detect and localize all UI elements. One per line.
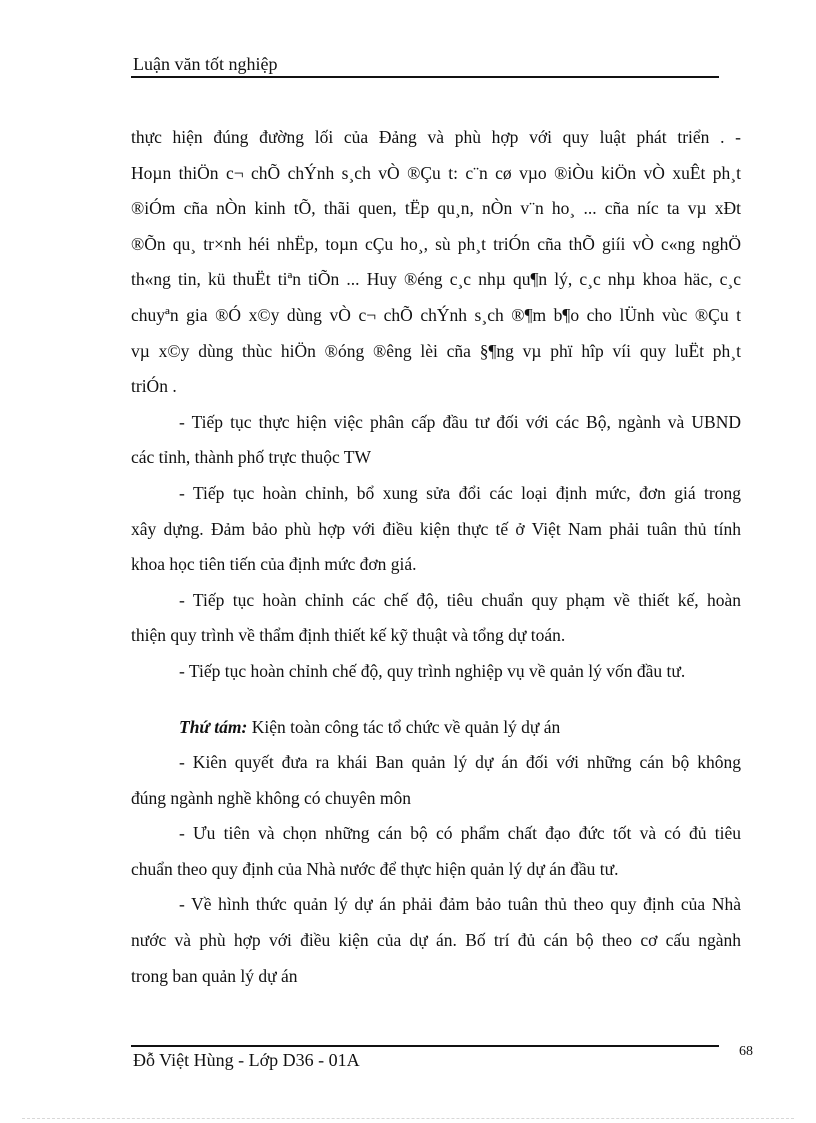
- text-line: đúng ngành nghề không có chuyên môn: [131, 787, 411, 808]
- page-number: 68: [739, 1044, 753, 1059]
- text-line: - Tiếp tục hoàn chỉnh chế độ, quy trình nghiệp vụ về quản lý vốn đầu tư.: [179, 660, 686, 681]
- header-divider: [131, 76, 719, 78]
- text-line: các tỉnh, thành phố trực thuộc TW: [131, 447, 371, 468]
- text-line: ®Õn qu¸ tr×nh héi nhËp, toµn cÇu ho¸, sù ph¸t triÓn cña thÕ giíi vÒ c«ng nghÖ: [131, 233, 741, 254]
- text-line: - Tiếp tục thực hiện việc phân cấp đầu tư đối với các Bộ, ngành và UBND: [179, 411, 741, 432]
- section-text: Kiện toàn công tác tổ chức về quản lý dự án: [247, 716, 561, 737]
- text-line: thiện quy trình về thẩm định thiết kế kỹ thuật và tổng dự toán.: [131, 625, 566, 646]
- text-line: vµ x©y dùng thùc hiÖn ®óng ®êng lèi cña §¶ng vµ phï hîp víi quy luËt ph¸t: [131, 340, 741, 361]
- text-line: khoa học tiên tiến của định mức đơn giá.: [131, 554, 417, 575]
- text-line: thực hiện đúng đường lối của Đảng và phù hợp với quy luật phát triển . -: [131, 127, 741, 147]
- text-line: nước và phù hợp với điều kiện của dự án. Bố trí đủ cán bộ theo cơ cấu ngành: [131, 930, 741, 951]
- text-line: ®iÓm cña nÒn kinh tÕ, thãi quen, tËp qu¸n, nÒn v¨n ho¸ ... cña níc ta vµ xÐt: [131, 198, 741, 219]
- footer-divider: [131, 1045, 719, 1047]
- text-line: chuẩn theo quy định của Nhà nước để thực hiện quản lý dự án đầu tư.: [131, 858, 619, 879]
- text-line: - Tiếp tục hoàn chỉnh các chế độ, tiêu chuẩn quy phạm về thiết kế, hoàn: [179, 589, 741, 610]
- text-line: - Kiên quyết đưa ra khái Ban quản lý dự án đối với những cán bộ không: [179, 752, 741, 773]
- text-line: - Tiếp tục hoàn chỉnh, bổ xung sửa đổi các loại định mức, đơn giá trong: [179, 482, 741, 503]
- section-heading: [131, 710, 741, 746]
- page-header-title: Luận văn tốt nghiệp: [133, 54, 278, 74]
- text-line: chuyªn gia ®Ó x©y dùng vÒ c¬ chÕ chÝnh s¸ch ®¶m b¶o cho lÜnh vùc ®Çu t: [131, 304, 741, 325]
- text-line: xây dựng. Đảm bảo phù hợp với điều kiện thực tế ở Việt Nam phải tuân thủ tính: [131, 518, 741, 539]
- text-line: th«ng tin, kü thuËt tiªn tiÕn ... Huy ®éng c¸c nhµ qu¶n lý, c¸c nhµ khoa häc, c¸c: [131, 269, 741, 290]
- paragraph-gap: [131, 690, 741, 710]
- text-line: triÓn .: [131, 376, 177, 397]
- section-label: Thứ tám:: [179, 716, 248, 737]
- text-line: - Ưu tiên và chọn những cán bộ có phẩm chất đạo đức tốt và có đủ tiêu: [179, 823, 741, 844]
- text-line: Hoµn thiÖn c¬ chÕ chÝnh s¸ch vÒ ®Çu t: c¨n cø vµo ®iÒu kiÖn vÒ xuÊt ph¸t: [131, 162, 741, 183]
- text-line: trong ban quản lý dự án: [131, 965, 298, 986]
- text-line: - Về hình thức quản lý dự án phải đảm bảo tuân thủ theo quy định của Nhà: [179, 894, 741, 915]
- footer-author: Đỗ Việt Hùng - Lớp D36 - 01A: [133, 1050, 360, 1070]
- document-body: [131, 120, 741, 994]
- page-bottom-border: [22, 1118, 794, 1119]
